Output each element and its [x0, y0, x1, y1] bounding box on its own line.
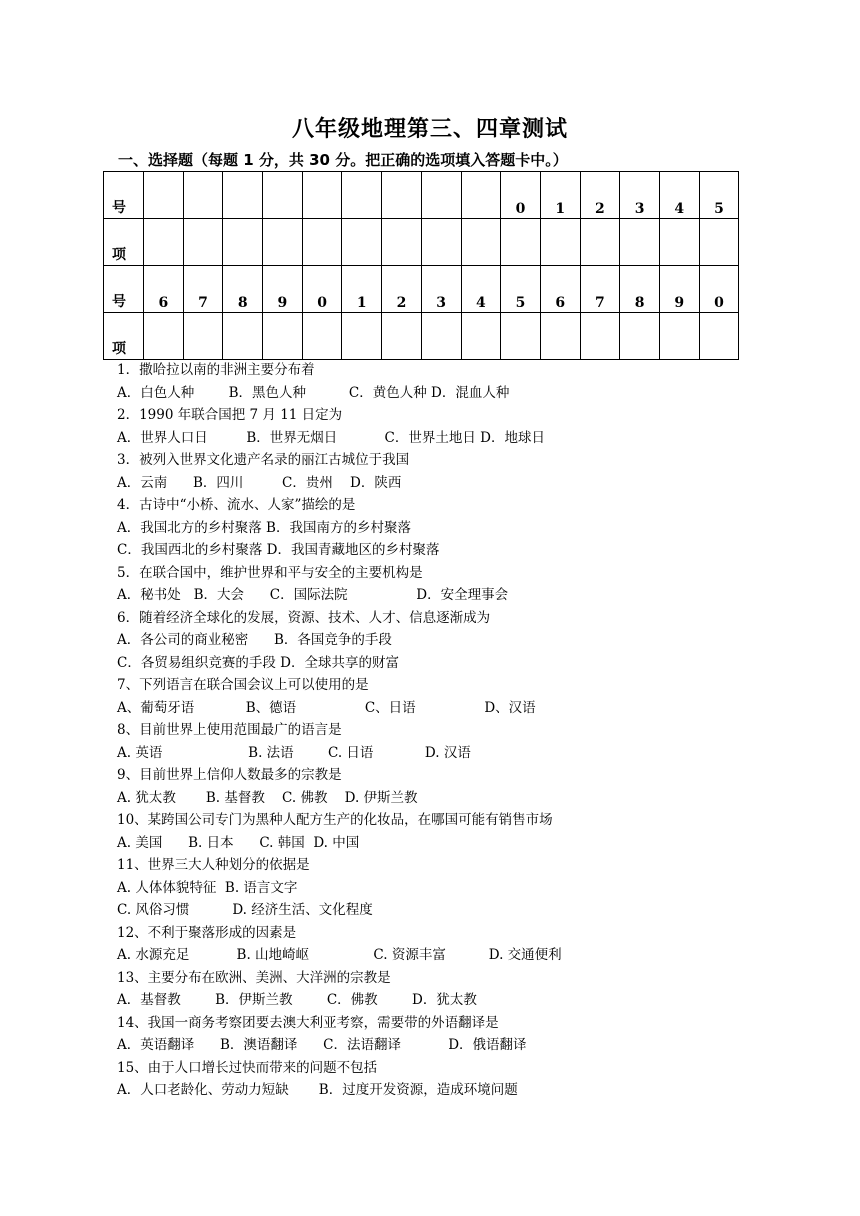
row-label: 号	[104, 172, 144, 219]
question-number-cell: 5	[699, 172, 739, 219]
answer-options: A. 水源充足 B. 山地崎岖 C. 资源丰富 D. 交通便利	[117, 947, 562, 963]
answer-cell[interactable]	[342, 313, 382, 360]
answer-cell[interactable]	[382, 313, 422, 360]
answer-cell[interactable]	[659, 219, 699, 266]
answer-cell[interactable]	[302, 313, 342, 360]
answer-cell[interactable]	[461, 313, 501, 360]
question-number-cell: 4	[659, 172, 699, 219]
question-stem: 13、主要分布在欧洲、美洲、大洋洲的宗教是	[117, 969, 391, 986]
question-stem: 14、我国一商务考察团要去澳大利亚考察，需要带的外语翻译是	[117, 1014, 499, 1031]
row-label: 号	[104, 266, 144, 313]
answer-options: A．基督教 B．伊斯兰教 C．佛教 D．犹太教	[117, 992, 477, 1008]
question-number-cell: 4	[461, 266, 501, 313]
question-number-cell: 7	[580, 266, 620, 313]
question-number-row-1	[104, 172, 739, 219]
answer-options: A．各公司的商业秘密 B．各国竞争的手段	[117, 632, 392, 648]
answer-options: A、葡萄牙语 B、德语 C、日语 D、汉语	[117, 699, 536, 716]
question-stem: 10、某跨国公司专门为黑种人配方生产的化妆品，在哪国可能有销售市场	[117, 812, 553, 828]
answer-row-1	[104, 219, 739, 266]
answer-cell[interactable]	[540, 219, 580, 266]
question-stem: 8、目前世界上使用范围最广的语言是	[117, 722, 342, 738]
answer-options: A．人口老龄化、劳动力短缺 B．过度开发资源，造成环境问题	[117, 1082, 518, 1098]
answer-cell[interactable]	[540, 313, 580, 360]
answer-cell[interactable]	[382, 219, 422, 266]
question-stem: 2．1990 年联合国把 7 月 11 日定为	[117, 407, 343, 423]
answer-cell[interactable]	[183, 313, 223, 360]
question-number-cell: 8	[620, 266, 660, 313]
question-number-cell: 9	[659, 266, 699, 313]
answer-options: C．我国西北的乡村聚落 D．我国青藏地区的乡村聚落	[117, 542, 440, 558]
question-stem: 9、目前世界上信仰人数最多的宗教是	[117, 767, 342, 783]
question-number-cell	[461, 172, 501, 219]
answer-cell[interactable]	[501, 219, 541, 266]
section-heading: 一、选择题（每题 1 分，共 30 分。把正确的选项填入答题卡中。）	[118, 151, 568, 169]
answer-cell[interactable]	[461, 219, 501, 266]
question-stem: 15、由于人口增长过快而带来的问题不包括	[117, 1059, 378, 1076]
answer-cell[interactable]	[620, 219, 660, 266]
question-number-cell: 2	[580, 172, 620, 219]
question-list	[117, 359, 817, 1102]
page-title: 八年级地理第三、四章测试	[291, 117, 568, 142]
answer-cell[interactable]	[223, 219, 263, 266]
answer-row-2	[104, 313, 739, 360]
answer-options: A．秘书处 B．大会 C．国际法院 D．安全理事会	[117, 587, 509, 603]
question-number-cell: 3	[620, 172, 660, 219]
answer-cell[interactable]	[302, 219, 342, 266]
question-stem: 4．古诗中“小桥、流水、人家”描绘的是	[117, 497, 356, 513]
answer-options: A．云南 B．四川 C．贵州 D．陕西	[117, 474, 402, 491]
answer-cell[interactable]	[263, 313, 303, 360]
answer-cell[interactable]	[699, 313, 739, 360]
question-number-cell	[144, 172, 184, 219]
answer-options: A. 美国 B. 日本 C. 韩国 D. 中国	[117, 834, 360, 851]
question-stem: 1．撒哈拉以南的非洲主要分布着	[117, 362, 315, 378]
row-label: 项	[104, 219, 144, 266]
question-number-cell: 6	[540, 266, 580, 313]
question-number-cell	[302, 172, 342, 219]
question-stem: 6．随着经济全球化的发展，资源、技术、人才、信息逐渐成为	[117, 609, 491, 626]
answer-options: A．我国北方的乡村聚落 B．我国南方的乡村聚落	[117, 519, 411, 536]
answer-options: C．各贸易组织竞赛的手段 D．全球共享的财富	[117, 654, 399, 671]
question-stem: 12、不利于聚落形成的因素是	[117, 924, 297, 941]
question-number-row-2	[104, 266, 739, 313]
question-number-cell: 0	[501, 172, 541, 219]
question-number-cell: 8	[223, 266, 263, 313]
question-number-cell: 6	[144, 266, 184, 313]
answer-options: A．世界人口日 B．世界无烟日 C．世界土地日 D．地球日	[117, 429, 545, 446]
answer-cell[interactable]	[342, 219, 382, 266]
answer-cell[interactable]	[620, 313, 660, 360]
question-stem: 11、世界三大人种划分的依据是	[117, 857, 310, 873]
question-number-cell	[263, 172, 303, 219]
answer-cell[interactable]	[183, 219, 223, 266]
question-number-cell: 3	[421, 266, 461, 313]
question-number-cell: 0	[699, 266, 739, 313]
question-number-cell: 0	[302, 266, 342, 313]
answer-cell[interactable]	[699, 219, 739, 266]
answer-cell[interactable]	[421, 219, 461, 266]
answer-cell[interactable]	[223, 313, 263, 360]
answer-cell[interactable]	[659, 313, 699, 360]
answer-cell[interactable]	[263, 219, 303, 266]
question-number-cell	[342, 172, 382, 219]
answer-options: A. 人体体貌特征 B. 语言文字	[117, 879, 298, 896]
question-stem: 7、下列语言在联合国会议上可以使用的是	[117, 677, 369, 693]
answer-cell[interactable]	[421, 313, 461, 360]
question-stem: 5．在联合国中，维护世界和平与安全的主要机构是	[117, 564, 423, 581]
answer-cell[interactable]	[580, 219, 620, 266]
question-number-cell	[183, 172, 223, 219]
question-number-cell: 5	[501, 266, 541, 313]
answer-options: A．英语翻译 B．澳语翻译 C．法语翻译 D．俄语翻译	[117, 1037, 527, 1053]
question-number-cell	[421, 172, 461, 219]
question-number-cell: 7	[183, 266, 223, 313]
answer-options: A. 犹太教 B. 基督教 C. 佛教 D. 伊斯兰教	[117, 789, 418, 806]
question-number-cell	[223, 172, 263, 219]
row-label: 项	[104, 313, 144, 360]
answer-options: A. 英语 B. 法语 C. 日语 D. 汉语	[117, 744, 471, 761]
question-number-cell: 2	[382, 266, 422, 313]
answer-card-table	[103, 171, 739, 360]
question-number-cell	[382, 172, 422, 219]
question-number-cell: 1	[540, 172, 580, 219]
answer-cell[interactable]	[580, 313, 620, 360]
question-number-cell: 9	[263, 266, 303, 313]
answer-cell[interactable]	[501, 313, 541, 360]
answer-cell[interactable]	[144, 219, 184, 266]
answer-cell[interactable]	[144, 313, 184, 360]
answer-options: C. 风俗习惯 D. 经济生活、文化程度	[117, 902, 373, 918]
answer-options: A．白色人种 B．黑色人种 C．黄色人种 D．混血人种	[117, 384, 510, 401]
question-number-cell: 1	[342, 266, 382, 313]
question-stem: 3．被列入世界文化遗产名录的丽江古城位于我国	[117, 452, 410, 468]
